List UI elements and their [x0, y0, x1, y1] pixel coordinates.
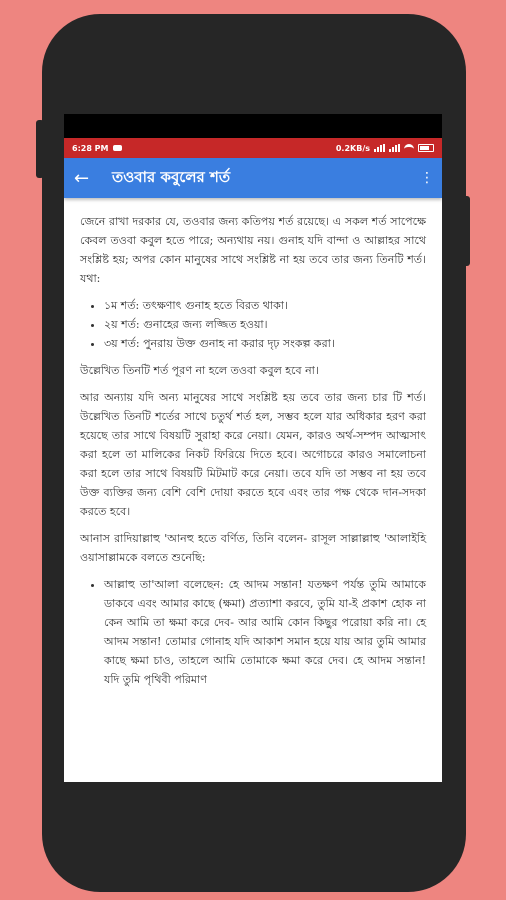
overflow-menu-icon[interactable]: ⋮ [420, 170, 434, 186]
phone-screen [64, 114, 442, 782]
back-arrow-icon[interactable]: ← [74, 167, 90, 189]
list-item: • ২য় শর্ত: গুনাহের জন্য লজ্জিত হওয়া। [104, 315, 426, 334]
page-title: তওবার কবুলের শর্ত [112, 167, 231, 186]
list-item: • ৩য় শর্ত: পুনরায় উক্ত গুনাহ না করার দৃঢ় সংকল্প করা। [104, 334, 426, 353]
status-bar [64, 138, 442, 158]
paragraph-3: আর অন্যায় যদি অন্য মানুষের সাথে সংশ্লিষ্ট হয় তবে তার জন্য চার টি শর্ত। উল্লেখিত তিনটি শর্তের সাথে চতুর্থ শর্ত হল, সম্ভব হলে যার অধিকার হরণ করা হয়েছে তার সাথে বিষয়টি সুরাহা করে নেয়া। যেমন, কারও অর্থ-সম্পদ আত্মসাৎ করা হলে তা মালিকের নিকট ফিরিয়ে দিতে হবে। অগোচরে কারও সমালোচনা করা হলে তার সাথে বিষয়টি মিটমাট করে নেয়া। তবে যদি তা সম্ভব না হয় তবে উক্ত ব্যক্তির জন্য বেশি বেশি দোয়া করতে হবে এবং তার পক্ষ থেকে দান-সদকা করতে হবে। [80, 391, 426, 518]
signal-icon [374, 144, 385, 152]
list-item: • ১ম শর্ত: তৎক্ষণাৎ গুনাহ হতে বিরত থাকা। [104, 296, 426, 315]
hadith-text: • আল্লাহু তা'আলা বলেছেন: হে আদম সন্তান! যতক্ষণ পর্যন্ত তুমি আমাকে ডাকবে এবং আমার কাছে (ক্ষমা) প্রত্যাশা করবে, তুমি যা-ই প্রকাশ হোক না কেন আমি তা ক্ষমা করে দেব- আর আমি কোন কিছুর পরোয়া করি না। হে আদম সন্তান! তোমার গোনাহ যদি আকাশ সমান হয়ে যায় আর তুমি আমার কাছে ক্ষমা চাও, তাহলে আমি তোমাকে ক্ষমা করে দেব। হে আদম সন্তান! যদি তুমি পৃথিবী পরিমাণ [104, 575, 426, 689]
paragraph-4: আনাস রাদিয়াল্লাহু 'আনহু হতে বর্ণিত, তিনি বলেন- রাসূল সাল্লাল্লাহু 'আলাইহি ওয়াসাল্লামকে বলতে শুনেছি: [80, 532, 426, 564]
app-bar [64, 158, 442, 198]
signal-icon-2 [389, 144, 400, 152]
youtube-notification-icon [113, 145, 122, 151]
paragraph-2: উল্লেখিত তিনটি শর্ত পূরণ না হলে তওবা কবুল হবে না। [80, 364, 319, 377]
conditions-list [104, 296, 426, 353]
article-content [64, 198, 442, 689]
status-time: 6:28 PM [72, 143, 109, 153]
battery-icon [418, 144, 434, 152]
hadith-list [104, 575, 426, 689]
intro-paragraph: জেনে রাখা দরকার যে, তওবার জন্য কতিপয় শর্ত রয়েছে। এ সকল শর্ত সাপেক্ষে কেবল তওবা কবুল হতে পারে; অন্যথায় নয়। গুনাহ যদি বান্দা ও আল্লাহর সাথে সংশ্লিষ্ট হয়; অপর কোন মানুষের সাথে সংশ্লিষ্ট না হয় তবে তার জন্য তিনটি শর্ত। যথা: [80, 215, 426, 285]
top-bezel [64, 114, 442, 138]
network-speed: 0.2KB/s [335, 143, 370, 153]
wifi-icon [404, 144, 414, 152]
